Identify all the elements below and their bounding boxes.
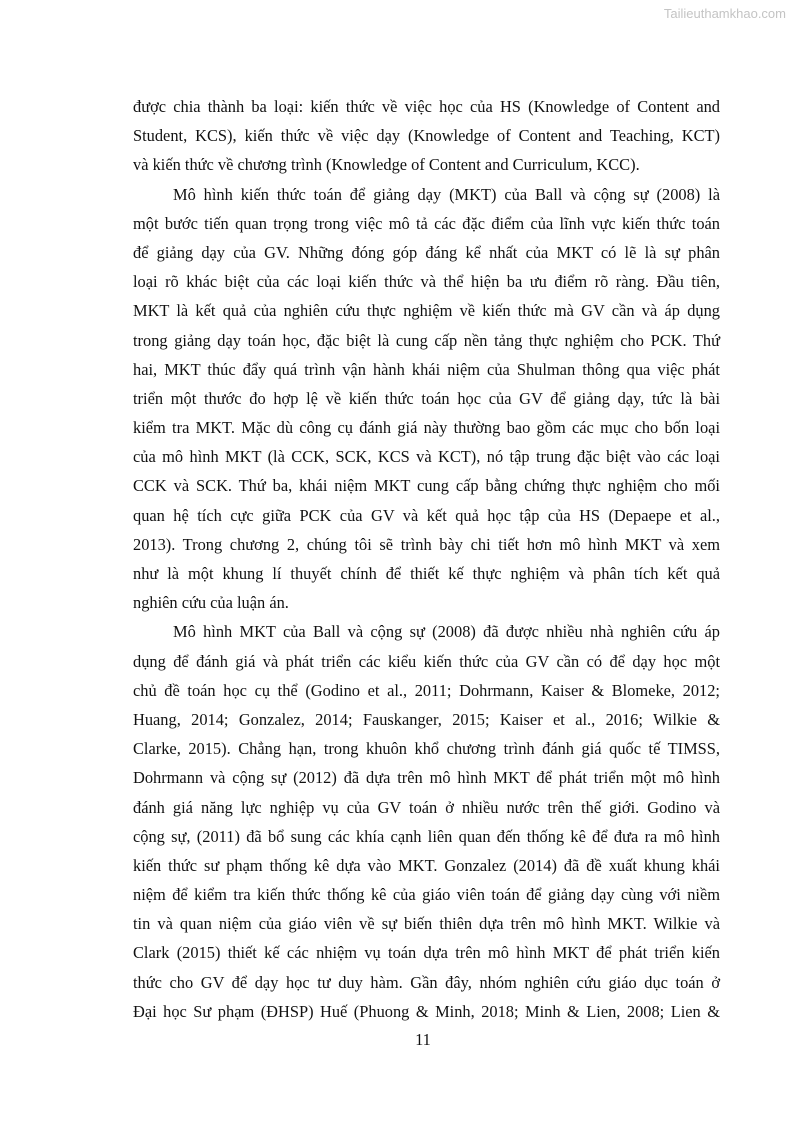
text-line: kiến thức sư phạm thống kê dựa vào MKT. Gonzalez (2014) đã đề xuất khung khái <box>133 855 720 875</box>
text-line: Huang, 2014; Gonzalez, 2014; Fauskanger, 2015; Kaiser et al., 2016; Wilkie & <box>133 709 720 729</box>
text-line: loại rõ khác biệt của các loại kiến thức và thể hiện ba ưu điểm rõ ràng. Đầu tiên, <box>133 272 720 292</box>
text-line: 2013). Trong chương 2, chúng tôi sẽ trình bày chi tiết hơn mô hình MKT và xem <box>133 534 720 554</box>
text-line: để giảng dạy của GV. Những đóng góp đáng kể nhất của MKT có lẽ là sự phân <box>133 242 720 262</box>
text-line: quan hệ tích cực giữa PCK của GV và kết quả học tập của HS (Depaepe et al., <box>133 505 720 525</box>
text-line: kiểm tra MKT. Mặc dù công cụ đánh giá này thường bao gồm các mục cho bốn loại <box>133 418 720 438</box>
paragraph <box>133 617 720 1026</box>
text-line: đánh giá năng lực nghiệp vụ của GV toán ở nhiều nước trên thế giới. Godino và <box>133 797 720 817</box>
text-line: của mô hình MKT (là CCK, SCK, KCS và KCT), nó tập trung đặc biệt vào các loại <box>133 447 720 467</box>
paragraph <box>133 92 720 180</box>
text-line: Clarke, 2015). Chẳng hạn, trong khuôn khổ chương trình đánh giá quốc tế TIMSS, <box>133 739 720 759</box>
text-line: CCK và SCK. Thứ ba, khái niệm MKT cung cấp bằng chứng thực nghiệm cho mối <box>133 476 720 496</box>
text-line: trong giảng dạy toán học, đặc biệt là cung cấp nền tảng thực nghiệm cho PCK. Thứ <box>133 330 720 350</box>
text-line: nghiên cứu của luận án. <box>133 593 289 613</box>
text-line: và kiến thức về chương trình (Knowledge of Content and Curriculum, KCC). <box>133 155 640 175</box>
text-line: Mô hình MKT của Ball và cộng sự (2008) đã được nhiều nhà nghiên cứu áp <box>173 622 720 642</box>
text-line: Mô hình kiến thức toán để giảng dạy (MKT) của Ball và cộng sự (2008) là <box>173 184 720 204</box>
text-line: niệm để kiểm tra kiến thức thống kê của giáo viên toán để giảng dạy cùng với niềm <box>133 885 720 905</box>
paragraph <box>133 180 720 618</box>
text-line: dụng để đánh giá và phát triển các kiểu kiến thức của GV cần có để dạy học một <box>133 651 720 671</box>
watermark: Tailieuthamkhao.com <box>663 6 786 21</box>
text-line: như là một khung lí thuyết chính để thiết kế thực nghiệm và phân tích kết quả <box>133 564 720 583</box>
text-line: hai, MKT thúc đẩy quá trình vận hành khái niệm của Shulman thông qua việc phát <box>133 359 720 379</box>
text-line: thức cho GV để dạy học tư duy hàm. Gần đây, nhóm nghiên cứu giáo dục toán ở <box>133 972 720 992</box>
page-number: 11 <box>415 1030 431 1049</box>
text-line: Student, KCS), kiến thức về việc dạy (Knowledge of Content and Teaching, KCT) <box>133 126 720 146</box>
text-line: chủ đề toán học cụ thể (Godino et al., 2011; Dohrmann, Kaiser & Blomeke, 2012; <box>133 680 720 700</box>
text-line: được chia thành ba loại: kiến thức về việc học của HS (Knowledge of Content and <box>133 97 720 116</box>
text-line: một bước tiến quan trọng trong việc mô tả các đặc điểm của lĩnh vực kiến thức toán <box>133 213 720 233</box>
text-line: Dohrmann và cộng sự (2012) đã dựa trên mô hình MKT để phát triển một mô hình <box>133 768 720 788</box>
text-line: MKT là kết quả của nghiên cứu thực nghiệm về kiến thức mà GV cần và áp dụng <box>133 301 720 321</box>
text-line: Đại học Sư phạm (ĐHSP) Huế (Phuong & Minh, 2018; Minh & Lien, 2008; Lien & <box>133 1001 720 1021</box>
text-line: triển một thước đo hợp lệ về kiến thức toán học của GV để giảng dạy, tức là bài <box>133 388 720 408</box>
document-body <box>133 92 720 1026</box>
text-line: Clark (2015) thiết kế các nhiệm vụ toán dựa trên mô hình MKT để phát triển kiến <box>133 943 720 963</box>
text-line: cộng sự, (2011) đã bổ sung các khía cạnh liên quan đến thống kê để đưa ra mô hình <box>133 826 720 846</box>
text-line: tin và quan niệm của giáo viên về sự biến thiên dựa trên mô hình MKT. Wilkie và <box>133 914 720 934</box>
